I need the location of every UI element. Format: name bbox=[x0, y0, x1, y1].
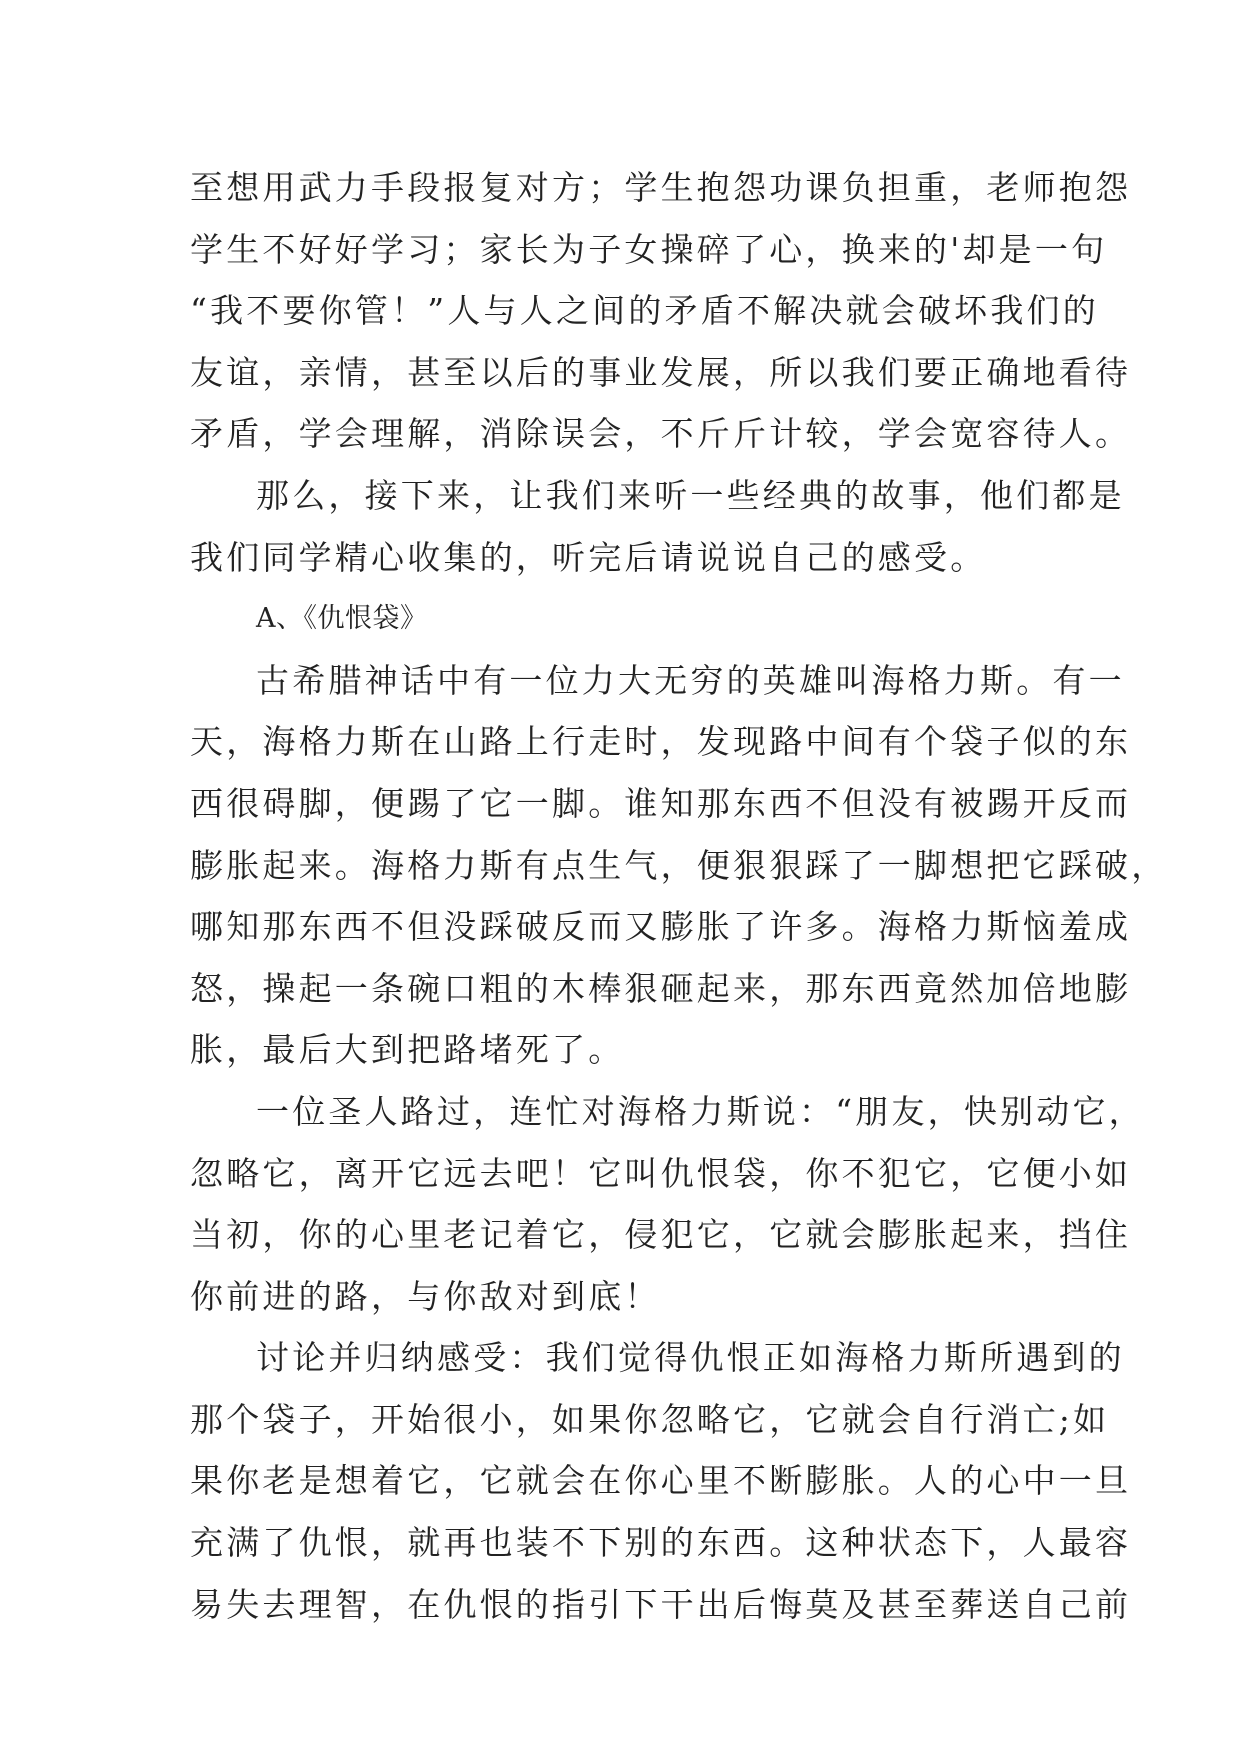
text-line: 易失去理智，在仇恨的指引下干出后悔莫及甚至葬送自己前 bbox=[190, 1584, 1132, 1624]
text-line: 你前进的路，与你敌对到底！ bbox=[190, 1276, 661, 1316]
text-line: 西很碍脚，便踢了它一脚。谁知那东西不但没有被踢开反而 bbox=[190, 783, 1132, 823]
document-body bbox=[190, 157, 1168, 1635]
text-line: 胀，最后大到把路堵死了。 bbox=[190, 1030, 625, 1070]
text-line: 那个袋子，开始很小，如果你忽略它，它就会自行消亡;如 bbox=[190, 1399, 1110, 1439]
text-line: 充满了仇恨，就再也装不下别的东西。这种状态下，人最容 bbox=[190, 1523, 1132, 1563]
paragraph-first-line: 那么，接下来，让我们来听一些经典的故事，他们都是 bbox=[256, 475, 1125, 515]
text-line: 哪知那东西不但没踩破反而又膨胀了许多。海格力斯恼羞成 bbox=[190, 907, 1132, 947]
text-line: 怒，操起一条碗口粗的木棒狠砸起来，那东西竟然加倍地膨 bbox=[190, 968, 1132, 1008]
text-line: “我不要你管！”人与人之间的矛盾不解决就会破坏我们的 bbox=[190, 291, 1099, 331]
text-line: 果你老是想着它，它就会在你心里不断膨胀。人的心中一旦 bbox=[190, 1461, 1132, 1501]
paragraph-first-line: 古希腊神话中有一位力大无穷的英雄叫海格力斯。有一 bbox=[256, 660, 1125, 700]
text-line: 我们同学精心收集的，听完后请说说自己的感受。 bbox=[190, 537, 987, 577]
text-line: 当初，你的心里老记着它，侵犯它，它就会膨胀起来，挡住 bbox=[190, 1215, 1132, 1255]
text-line: 至想用武力手段报复对方；学生抱怨功课负担重，老师抱怨 bbox=[190, 168, 1132, 207]
text-line: 膨胀起来。海格力斯有点生气，便狠狠踩了一脚想把它踩破， bbox=[190, 845, 1168, 885]
paragraph-first-line: 讨论并归纳感受：我们觉得仇恨正如海格力斯所遇到的 bbox=[256, 1338, 1125, 1378]
text-line: 天，海格力斯在山路上行走时，发现路中间有个袋子似的东 bbox=[190, 722, 1132, 762]
text-line: 忽略它，离开它远去吧！它叫仇恨袋，你不犯它，它便小如 bbox=[190, 1153, 1132, 1193]
text-line: 矛盾，学会理解，消除误会，不斤斤计较，学会宽容待人。 bbox=[190, 414, 1132, 454]
paragraph-first-line: 一位圣人路过，连忙对海格力斯说：“朋友，快别动它， bbox=[256, 1091, 1145, 1131]
text-line: 友谊，亲情，甚至以后的事业发展，所以我们要正确地看待 bbox=[190, 352, 1132, 392]
text-line: 学生不好好学习；家长为子女操碎了心，换来的'却是一句 bbox=[190, 229, 1108, 269]
story-heading: A、《仇恨袋》 bbox=[256, 603, 428, 635]
